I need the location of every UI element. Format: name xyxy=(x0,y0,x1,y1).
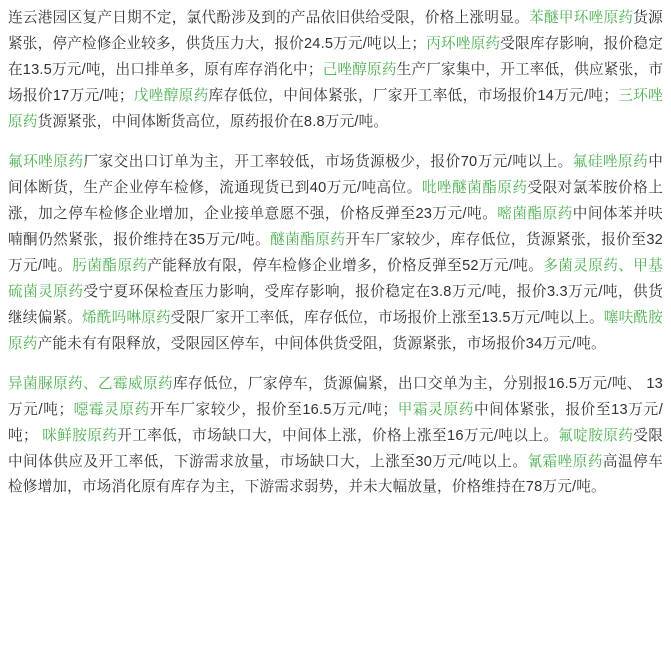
body-text: 开车厂家较少，库存低位，货源紧张，报价至32万元/吨。 xyxy=(8,231,663,274)
highlighted-term: 噻呋酰胺原药 xyxy=(8,309,663,352)
body-text: 厂家交出口订单为主，开工率较低，市场货源极少，报价70万元/吨以上。 xyxy=(83,153,573,170)
highlighted-term: 氟环唑原药 xyxy=(8,153,84,170)
body-text: 受限对氯苯胺价格上涨，加之停车检修企业增加，企业接单意愿不强，价格反弹至23万元/吨。 xyxy=(8,179,664,222)
body-text: 货源紧张，停产检修企业较多，供货压力大，报价24.5万元/吨以上； xyxy=(8,10,663,52)
body-text: 产能释放有限，停车检修企业增多，价格反弹至52万元/吨。 xyxy=(147,257,544,274)
body-text: 连云港园区复产日期不定，氯代酚涉及到的产品依旧供给受限，价格上涨明显。 xyxy=(8,10,530,26)
highlighted-term: 烯酰吗啉原药 xyxy=(82,309,171,326)
highlighted-term: 噁霉灵原药 xyxy=(73,401,150,418)
highlighted-term: 戊唑醇原药 xyxy=(133,87,209,104)
body-text: 库存低位，中间体紧张，厂家开工率低，市场报价14万元/吨； xyxy=(208,87,619,104)
highlighted-term: 多菌灵原药、甲基硫菌灵原药 xyxy=(8,257,663,300)
body-text: 受限库存影响，报价稳定在13.5万元/吨，出口排单多，原有库存消化中； xyxy=(8,35,663,78)
highlighted-term: 肟菌酯原药 xyxy=(72,257,148,274)
body-text: 生产厂家集中，开工率低，供应紧张，市场报价17万元/吨； xyxy=(8,61,663,104)
highlighted-term: 醚菌酯原药 xyxy=(270,231,346,248)
highlighted-term: 苯醚甲环唑原药 xyxy=(529,10,634,26)
body-text: 库存低位，厂家停车，货源偏紧，出口交单为主，分别报16.5万元/吨、 13万元/吨； xyxy=(8,375,663,418)
body-text: 中间体苯并呋喃酮仍然紧张，报价维持在35万元/吨。 xyxy=(8,205,663,248)
body-text: 产能未有有限释放，受限园区停车，中间体供货受阻，货源紧张，市场报价34万元/吨。 xyxy=(37,335,606,352)
body-text: 开工率低，市场缺口大，中间体上涨，价格上涨至16万元/吨以上。 xyxy=(117,427,559,444)
highlighted-term: 异菌脲原药、乙霉威原药 xyxy=(8,375,174,392)
body-text: 高温停车检修增加，市场消化原有库存为主，下游需求弱势，并未大幅放量，价格维持在78万元/吨。 xyxy=(8,453,663,496)
highlighted-term: 嘧菌酯原药 xyxy=(497,205,573,222)
highlighted-term: 己唑醇原药 xyxy=(322,61,397,78)
highlighted-term: 氰霜唑原药 xyxy=(527,453,603,470)
highlighted-term: 三环唑原药 xyxy=(8,87,663,130)
highlighted-term: 丙环唑原药 xyxy=(426,35,501,52)
highlighted-term: 咪鲜胺原药 xyxy=(42,427,118,444)
highlighted-term: 甲霜灵原药 xyxy=(397,401,474,418)
highlighted-term: 氟硅唑原药 xyxy=(572,153,649,170)
body-text: 开车厂家较少，报价至16.5万元/吨； xyxy=(149,401,398,418)
body-text: 货源紧张，中间体断货高位，原药报价在8.8万元/吨。 xyxy=(37,113,389,130)
paragraph xyxy=(8,372,663,502)
body-text: 受宁夏环保检查压力影响，受库存影响，报价稳定在3.8万元/吨，报价3.3万元/吨，供货继续偏紧。 xyxy=(8,283,663,326)
body-text: 中间体紧张，报价至13万元/吨； xyxy=(8,401,663,444)
body-text: 受限厂家开工率低，库存低位，市场报价上涨至13.5万元/吨以上。 xyxy=(170,309,604,326)
highlighted-term: 吡唑醚菌酯原药 xyxy=(421,179,528,196)
paragraph xyxy=(8,150,663,358)
body-text: 受限中间体供应及开工率低，下游需求放量，市场缺口大，上涨至30万元/吨以上。 xyxy=(8,427,664,470)
body-text: 中间体断货，生产企业停车检修，流通现货已到40万元/吨高位。 xyxy=(8,153,663,196)
paragraph xyxy=(8,6,663,136)
highlighted-term: 氟啶胺原药 xyxy=(558,427,634,444)
